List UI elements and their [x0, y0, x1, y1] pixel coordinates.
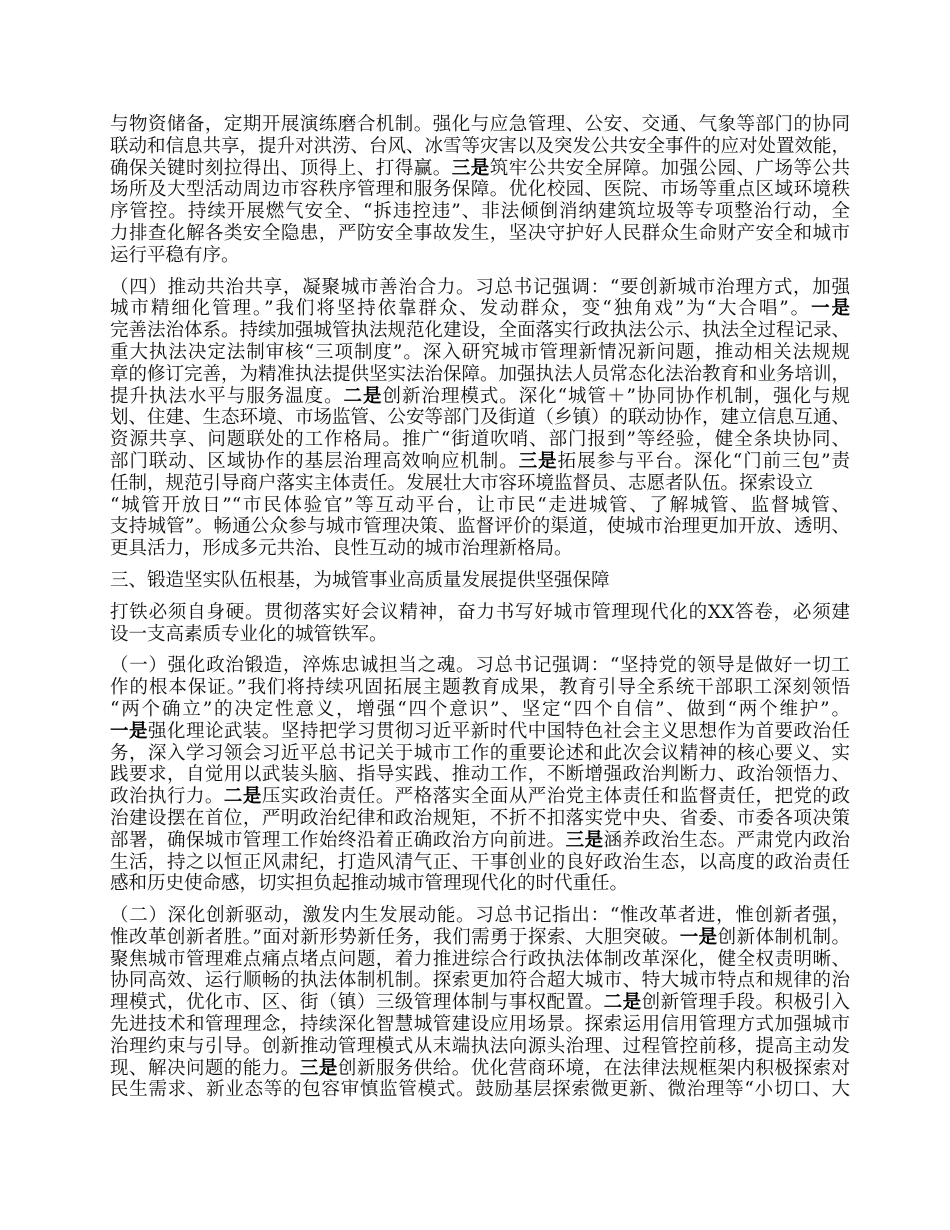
- text-segment: 聚焦城市管理难点痛点堵点问题，着力推进综合行政执法体制改革深化，健全权责明晰、: [110, 948, 850, 970]
- text-segment: 创新服务供给。优化营商环境，在法律法规框架内积极探索对: [337, 1057, 850, 1079]
- text-line: [110, 298, 850, 320]
- paragraph: [110, 114, 850, 267]
- text-segment: 惟改革创新者胜。”面对新形势新任务，我们需勇于探索、大胆突破。: [110, 926, 680, 948]
- text-segment: 创新管理手段。积极引入: [641, 992, 850, 1014]
- text-segment: 运行平稳有序。: [110, 244, 240, 266]
- text-line: [110, 699, 850, 721]
- text-line: [110, 473, 850, 495]
- text-segment: 重大执法决定法制审核“三项制度”。深入研究城市管理新情况新问题，推动相关法规规: [110, 341, 850, 363]
- text-segment: 作的根本保证。”我们将持续巩固拓展主题教育成果，教育引导全系统干部职工深刻领悟: [110, 677, 850, 699]
- text-line: [110, 136, 850, 158]
- text-line: [110, 495, 850, 517]
- text-segment: 划、住建、生态环境、市场监管、公安等部门及街道（乡镇）的联动协作，建立信息互通、: [110, 407, 851, 429]
- bold-marker: 一是: [679, 926, 718, 948]
- text-line: [110, 743, 850, 765]
- text-segment: 创新体制机制。: [717, 926, 850, 948]
- text-segment: 压实政治责任。严格落实全面从严治党主体责任和监督责任，把党的政: [261, 786, 850, 808]
- text-segment: 治建设摆在首位，严明政治纪律和政治规矩，不折不扣落实党中央、省委、市委各项决策: [110, 807, 850, 829]
- text-line: [110, 386, 850, 408]
- text-line: [110, 602, 850, 624]
- text-line: [110, 429, 850, 451]
- paragraph: [110, 602, 850, 646]
- text-segment: 章的修订完善，为精准执法提供坚实法治保障。加强执法人员常态化法治教育和业务培训，: [110, 363, 851, 385]
- text-line: [110, 538, 850, 560]
- bold-marker: 三是: [518, 450, 558, 472]
- text-line: [110, 852, 850, 874]
- section-heading: [110, 570, 850, 592]
- text-line: [110, 677, 850, 699]
- text-segment: 现、解决问题的能力。: [110, 1057, 300, 1079]
- text-segment: 治理约束与引导。创新推动管理模式从末端执法向源头治理、过程管控前移，提高主动发: [110, 1035, 850, 1057]
- text-line: [110, 1079, 850, 1101]
- text-segment: 创新治理模式。深化“城管＋”协同协作机制，强化与规: [382, 385, 850, 407]
- text-segment: 务，深入学习领会习近平总书记关于城市工作的重要论述和此次会议精神的核心要义、实: [110, 742, 850, 764]
- text-line: [110, 1058, 850, 1080]
- text-line: [110, 721, 850, 743]
- text-line: [110, 949, 850, 971]
- text-line: [110, 830, 850, 852]
- text-segment: （二）深化创新驱动，激发内生发展动能。习总书记指出：“惟改革者进，惟创新者强，: [110, 905, 850, 927]
- text-segment: 三、锻造坚实队伍根基，为城管事业高质量发展提供坚强保障: [110, 569, 610, 591]
- text-line: [110, 516, 850, 538]
- text-segment: （四）推动共治共享，凝聚城市善治合力。习总书记强调：“要创新城市治理方式，加强: [110, 276, 850, 298]
- text-segment: 任制，规范引导商户落实主体责任。发展壮大市容环境监督员、志愿者队伍。探索设立: [110, 472, 814, 494]
- text-line: [110, 364, 850, 386]
- text-segment: 确保关键时刻拉得出、顶得上、打得赢。: [110, 157, 452, 179]
- text-segment: 场所及大型活动周边市容秩序管理和服务保障。优化校园、医院、市场等重点区域环境秩: [110, 179, 850, 201]
- text-segment: 涵养政治生态。严肃党内政治: [603, 829, 850, 851]
- text-line: [110, 970, 850, 992]
- text-segment: 先进技术和管理理念，持续深化智慧城管建设应用场景。探索运用信用管理方式加强城市: [110, 1014, 850, 1036]
- bold-marker: 二是: [603, 992, 642, 1014]
- text-line: [110, 1036, 850, 1058]
- text-line: [110, 624, 850, 646]
- text-line: [110, 201, 850, 223]
- text-line: [110, 451, 850, 473]
- text-line: [110, 992, 850, 1014]
- text-segment: 力排查化解各类安全隐患，严防安全事故发生，坚决守护好人民群众生命财产安全和城市: [110, 222, 850, 244]
- text-segment: “两个确立”的决定性意义，增强“四个意识”、坚定“四个自信”、做到“两个维护”。: [110, 698, 850, 720]
- text-segment: 完善法治体系。持续加强城管执法规范化建设，全面落实行政执法公示、执法全过程记录、: [110, 320, 851, 342]
- text-line: [110, 764, 850, 786]
- bold-marker: 三是: [565, 829, 604, 851]
- text-line: [110, 245, 850, 267]
- text-line: [110, 179, 850, 201]
- text-segment: 支持城管”。畅通公众参与城市管理决策、监督评价的渠道，使城市治理更加开放、透明、: [110, 516, 850, 538]
- text-segment: 设一支高素质专业化的城管铁军。: [110, 623, 388, 645]
- text-segment: 强化理论武装。坚持把学习贯彻习近平新时代中国特色社会主义思想作为首要政治任: [147, 720, 850, 742]
- text-line: [110, 786, 850, 808]
- text-segment: （一）强化政治锻造，淬炼忠诚担当之魂。习总书记强调：“坚持党的领导是做好一切工: [110, 655, 850, 677]
- text-segment: 城市精细化管理。”我们将坚持依靠群众、发动群众，变“独角戏”为“大合唱”。: [110, 298, 812, 320]
- text-line: [110, 905, 850, 927]
- bold-marker: 二是: [223, 786, 262, 808]
- paragraph: [110, 277, 850, 560]
- bold-marker: 一是: [811, 298, 850, 320]
- text-line: [110, 407, 850, 429]
- text-segment: 协同高效、运行顺畅的执法体制机制。探索更加符合超大城市、特大城市特点和规律的治: [110, 970, 850, 992]
- text-line: [110, 808, 850, 830]
- text-line: [110, 1014, 850, 1036]
- text-line: [110, 342, 850, 364]
- text-segment: 提升执法水平与服务温度。: [110, 385, 344, 407]
- text-segment: 序管控。持续开展燃气安全、“拆违控违”、非法倾倒消纳建筑垃圾等专项整治行动，全: [110, 201, 850, 223]
- text-segment: 民生需求、新业态等的包容审慎监管模式。鼓励基层探索微更新、微治理等“小切口、大: [110, 1079, 850, 1101]
- text-segment: 感和历史使命感，切实担负起推动城市管理现代化的时代重任。: [110, 873, 629, 895]
- text-segment: 拓展参与平台。深化“门前三包”责: [557, 450, 850, 472]
- text-segment: 政治执行力。: [110, 786, 224, 808]
- text-line: [110, 277, 850, 299]
- bold-marker: 三是: [451, 157, 490, 179]
- text-segment: 与物资储备，定期开展演练磨合机制。强化与应急管理、公安、交通、气象等部门的协同: [110, 114, 850, 135]
- paragraph: [110, 905, 850, 1101]
- text-segment: 联动和信息共享，提升对洪涝、台风、冰雪等灾害以及突发公共安全事件的应对处置效能，: [110, 135, 851, 157]
- text-line: [110, 158, 850, 180]
- text-line: [110, 320, 850, 342]
- text-segment: “城管开放日”“市民体验官”等互动平台，让市民“走进城管、了解城管、监督城管、: [110, 494, 850, 516]
- text-line: [110, 570, 850, 592]
- text-segment: 更具活力，形成多元共治、良性互动的城市治理新格局。: [110, 538, 573, 560]
- bold-marker: 一是: [110, 720, 148, 742]
- text-segment: 打铁必须自身硬。贯彻落实好会议精神，奋力书写好城市管理现代化的XX答卷，必须建: [110, 601, 850, 623]
- text-segment: 理模式，优化市、区、街（镇）三级管理体制与事权配置。: [110, 992, 604, 1014]
- text-line: [110, 114, 850, 136]
- bold-marker: 三是: [299, 1057, 338, 1079]
- text-segment: 践要求，自觉用以武装头脑、指导实践、推动工作，不断增强政治判断力、政治领悟力、: [110, 764, 850, 786]
- text-segment: 生活，持之以恒正风肃纪，打造风清气正、干事创业的良好政治生态，以高度的政治责任: [110, 851, 850, 873]
- text-line: [110, 223, 850, 245]
- text-segment: 部门联动、区域协作的基层治理高效响应机制。: [110, 450, 519, 472]
- text-line: [110, 873, 850, 895]
- text-line: [110, 655, 850, 677]
- bold-marker: 二是: [343, 385, 383, 407]
- text-segment: 资源共享、问题联处的工作格局。推广“街道吹哨、部门报到”等经验，健全条块协同、: [110, 429, 850, 451]
- text-segment: 部署，确保城市管理工作始终沿着正确政治方向前进。: [110, 829, 566, 851]
- paragraph: [110, 655, 850, 895]
- document-page: [110, 114, 850, 1111]
- text-line: [110, 927, 850, 949]
- text-segment: 筑牢公共安全屏障。加强公园、广场等公共: [489, 157, 850, 179]
